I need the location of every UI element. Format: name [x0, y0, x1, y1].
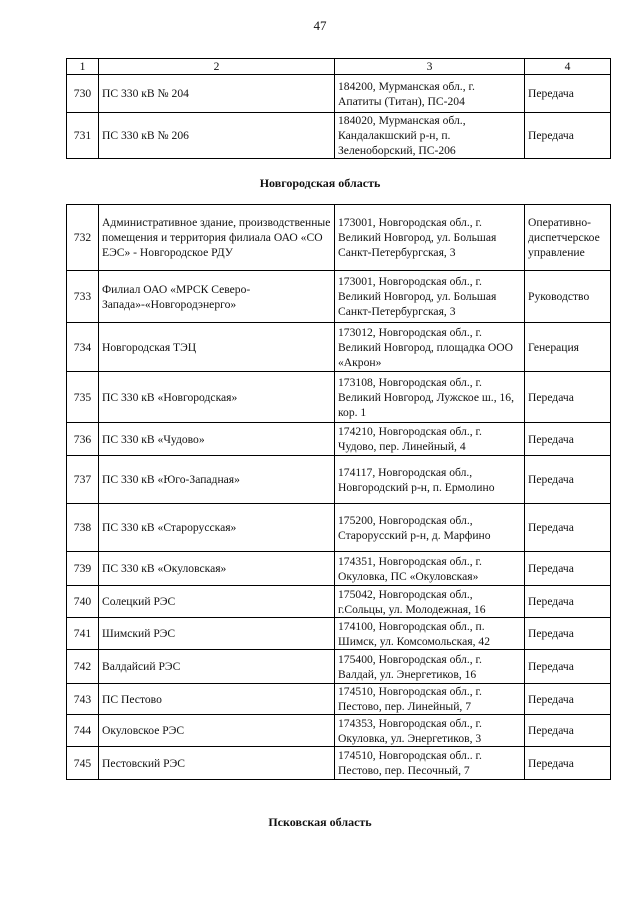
row-number: 736: [67, 423, 99, 456]
object-address: 173012, Новгородская обл., г. Великий Новгород, площадка ООО «Акрон»: [335, 323, 525, 372]
row-number: 733: [67, 271, 99, 323]
row-number: 742: [67, 650, 99, 684]
page-number: 47: [313, 18, 327, 33]
row-number: 738: [67, 504, 99, 552]
object-function: Передача: [525, 747, 611, 780]
table-row: [67, 372, 611, 423]
object-name: Административное здание, производственные помещения и территория филиала ОАО «СО ЕЭС» - Новгородское РДУ: [99, 205, 335, 271]
object-name: Солецкий РЭС: [99, 586, 335, 618]
object-address: 184020, Мурманская обл., Кандалакшский р-н, п. Зеленоборский, ПС-206: [335, 113, 525, 159]
object-name: Пестовский РЭС: [99, 747, 335, 780]
row-number: 731: [67, 113, 99, 159]
object-name: ПС 330 кВ «Чудово»: [99, 423, 335, 456]
object-address: 174100, Новгородская обл., п. Шимск, ул. Комсомольская, 42: [335, 618, 525, 650]
object-name: ПС 330 кВ № 206: [99, 113, 335, 159]
object-function: Передача: [525, 372, 611, 423]
table-row: [67, 323, 611, 372]
object-address: 173001, Новгородская обл., г. Великий Новгород, ул. Большая Санкт-Петербургская, 3: [335, 271, 525, 323]
object-function: Передача: [525, 684, 611, 715]
object-name: Валдайсий РЭС: [99, 650, 335, 684]
table-row: [67, 586, 611, 618]
table-row: [67, 504, 611, 552]
column-header: 1: [67, 59, 99, 75]
object-function: Генерация: [525, 323, 611, 372]
table-row: [67, 456, 611, 504]
object-function: Передача: [525, 586, 611, 618]
section-title-novgorod: Новгородская область: [259, 176, 381, 190]
object-address: 173001, Новгородская обл., г. Великий Новгород, ул. Большая Санкт-Петербургская, 3: [335, 205, 525, 271]
object-name: Филиал ОАО «МРСК Северо-Запада»-«Новгородэнерго»: [99, 271, 335, 323]
object-name: Окуловское РЭС: [99, 715, 335, 747]
row-number: 734: [67, 323, 99, 372]
row-number: 739: [67, 552, 99, 586]
row-number: 745: [67, 747, 99, 780]
section-title-pskov: Псковская область: [268, 815, 372, 829]
object-address: 174117, Новгородская обл., Новгородский р-н, п. Ермолино: [335, 456, 525, 504]
object-function: Передача: [525, 650, 611, 684]
object-name: ПС 330 кВ «Окуловская»: [99, 552, 335, 586]
table-row: [67, 271, 611, 323]
object-name: ПС 330 кВ «Юго-Западная»: [99, 456, 335, 504]
table-row: [67, 715, 611, 747]
object-name: Шимский РЭС: [99, 618, 335, 650]
row-number: 744: [67, 715, 99, 747]
object-function: Передача: [525, 75, 611, 113]
object-function: Передача: [525, 552, 611, 586]
row-number: 741: [67, 618, 99, 650]
object-address: 184200, Мурманская обл., г. Апатиты (Титан), ПС-204: [335, 75, 525, 113]
object-function: Передача: [525, 456, 611, 504]
object-name: ПС Пестово: [99, 684, 335, 715]
row-number: 743: [67, 684, 99, 715]
object-address: 175400, Новгородская обл., г. Валдай, ул. Энергетиков, 16: [335, 650, 525, 684]
objects-table-novgorod: [66, 204, 611, 780]
object-function: Передача: [525, 618, 611, 650]
object-name: ПС 330 кВ «Новгородская»: [99, 372, 335, 423]
object-function: Передача: [525, 715, 611, 747]
objects-table-murmansk: [66, 58, 611, 159]
table-row: [67, 423, 611, 456]
object-function: Передача: [525, 504, 611, 552]
object-function: Передача: [525, 423, 611, 456]
object-address: 174210, Новгородская обл., г. Чудово, пер. Линейный, 4: [335, 423, 525, 456]
column-header: 2: [99, 59, 335, 75]
column-header: 4: [525, 59, 611, 75]
object-address: 174353, Новгородская обл., г. Окуловка, ул. Энергетиков, 3: [335, 715, 525, 747]
object-address: 174510, Новгородская обл.. г. Пестово, пер. Песочный, 7: [335, 747, 525, 780]
table-row: [67, 205, 611, 271]
row-number: 737: [67, 456, 99, 504]
row-number: 740: [67, 586, 99, 618]
row-number: 732: [67, 205, 99, 271]
object-name: Новгородская ТЭЦ: [99, 323, 335, 372]
row-number: 730: [67, 75, 99, 113]
object-address: 174510, Новгородская обл., г. Пестово, пер. Линейный, 7: [335, 684, 525, 715]
object-address: 175200, Новгородская обл., Старорусский р-н, д. Марфино: [335, 504, 525, 552]
table-row: [67, 113, 611, 159]
table-row: [67, 75, 611, 113]
object-address: 174351, Новгородская обл., г. Окуловка, ПС «Окуловская»: [335, 552, 525, 586]
table-row: [67, 618, 611, 650]
object-function: Оперативно-диспетчерское управление: [525, 205, 611, 271]
row-number: 735: [67, 372, 99, 423]
column-header: 3: [335, 59, 525, 75]
table-row: [67, 747, 611, 780]
table-header-row: [67, 59, 611, 75]
table-row: [67, 552, 611, 586]
table-row: [67, 650, 611, 684]
object-address: 173108, Новгородская обл., г. Великий Новгород, Лужское ш., 16, кор. 1: [335, 372, 525, 423]
object-function: Передача: [525, 113, 611, 159]
object-address: 175042, Новгородская обл., г.Сольцы, ул. Молодежная, 16: [335, 586, 525, 618]
object-function: Руководство: [525, 271, 611, 323]
table-row: [67, 684, 611, 715]
object-name: ПС 330 кВ № 204: [99, 75, 335, 113]
object-name: ПС 330 кВ «Старорусская»: [99, 504, 335, 552]
